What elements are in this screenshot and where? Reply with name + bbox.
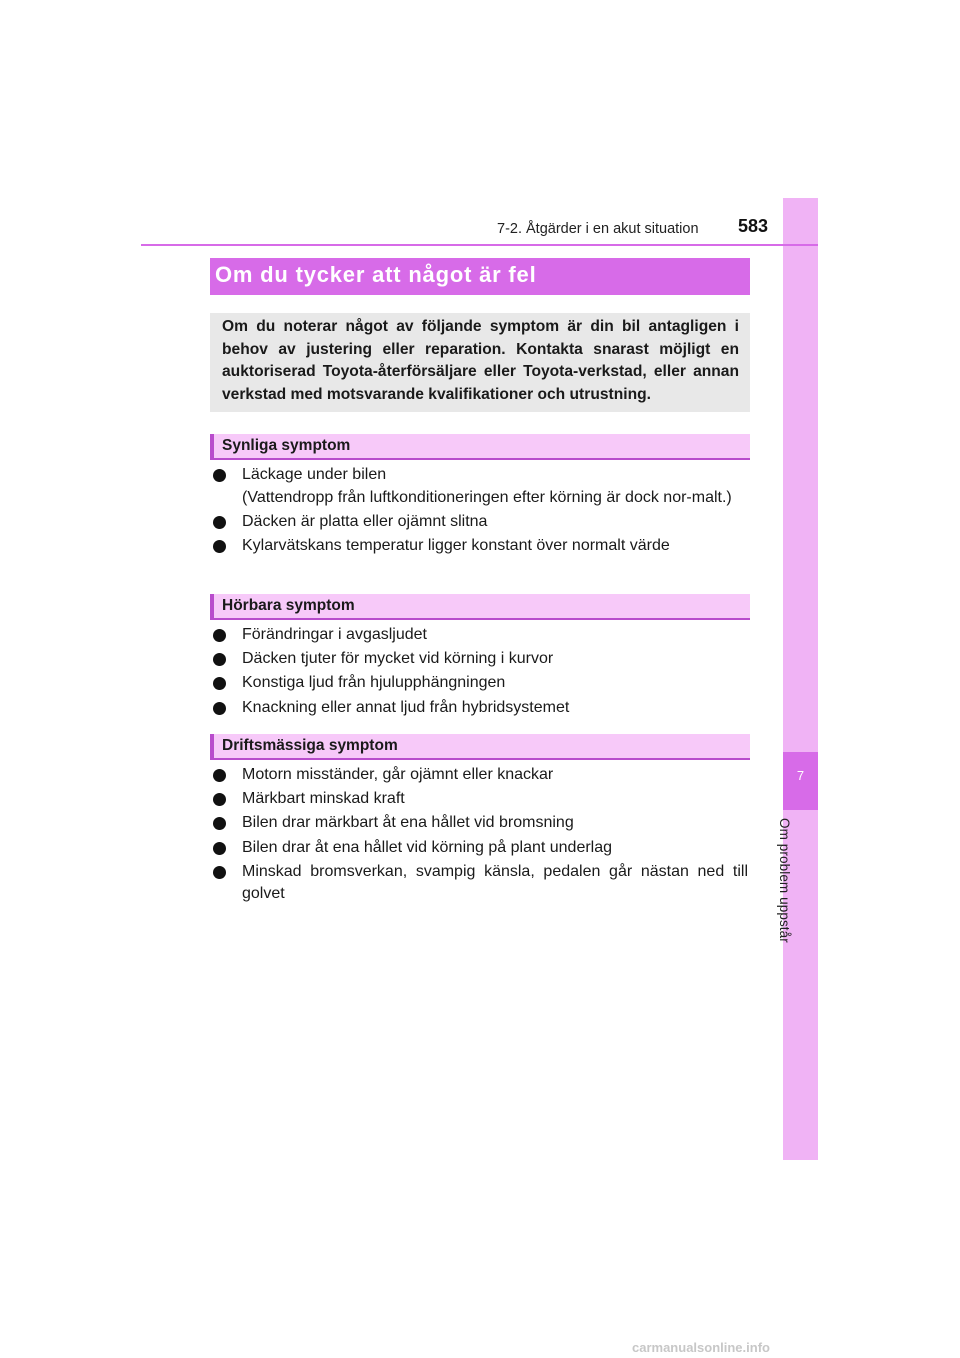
list-item: [213, 535, 748, 558]
bullet-icon: [213, 866, 226, 879]
bullet-icon: [213, 817, 226, 830]
bullet-icon: [213, 793, 226, 806]
symptom-list-visible: [213, 464, 748, 559]
section-header-horbara: [210, 594, 750, 620]
list-item-text: Märkbart minskad kraft: [242, 790, 405, 808]
list-item-text: Förändringar i avgasljudet: [242, 626, 427, 643]
list-item-text: Bilen drar åt ena hållet vid körning på plant underlag: [242, 838, 613, 856]
list-item: [213, 788, 748, 811]
bullet-icon: [213, 677, 226, 690]
section-header-synliga: [210, 434, 750, 460]
list-item: [213, 648, 748, 671]
section-title: Synliga symptom: [222, 437, 351, 454]
section-accent: [210, 594, 214, 618]
list-item-text: Läckage under bilen: [242, 466, 387, 483]
list-item: [213, 511, 748, 534]
header-section-title: 7-2. Åtgärder i en akut situation: [497, 221, 699, 237]
section-header-drift: [210, 734, 750, 760]
bullet-icon: [213, 540, 226, 553]
bullet-icon: [213, 469, 226, 482]
bullet-icon: [213, 842, 226, 855]
bullet-icon: [213, 702, 226, 715]
chapter-label: Om problem uppstår: [777, 818, 792, 943]
bullet-icon: [213, 769, 226, 782]
intro-text: Om du noterar något av följande symptom är din bil antagligen i behov av justering eller reparation. Kontakta snarast möjligt en auktoriserad Toyota-återförsäljare eller Toyota-verkstad, eller annan verkstad med motsvarande kvalifikationer och utrustning.: [222, 318, 739, 404]
list-item-text: Kylarvätskans temperatur ligger konstant över normalt värde: [242, 536, 670, 554]
list-item: [213, 764, 748, 787]
symptom-list-audible: [213, 624, 748, 721]
section-title: Hörbara symptom: [222, 597, 355, 614]
section-accent: [210, 734, 214, 758]
bullet-icon: [213, 653, 226, 666]
list-item: [213, 861, 748, 906]
list-item-text: Däcken tjuter för mycket vid körning i kurvor: [242, 650, 554, 668]
bullet-icon: [213, 629, 226, 642]
page-number: 583: [738, 216, 769, 236]
section-title: Driftsmässiga symptom: [222, 737, 398, 754]
page-title: Om du tycker att något är fel: [215, 262, 537, 287]
list-item: [213, 464, 748, 509]
list-item: [213, 812, 748, 835]
symptom-list-operational: [213, 764, 748, 907]
list-item: [213, 837, 748, 860]
list-item-text: Minskad bromsverkan, svampig känsla, pedalen går nästan ned till golvet: [242, 862, 748, 903]
watermark: carmanualsonline.info: [632, 1340, 770, 1355]
bullet-icon: [213, 516, 226, 529]
header-divider: [141, 244, 818, 246]
section-accent: [210, 434, 214, 458]
list-item-text: Motorn misständer, går ojämnt eller knackar: [242, 766, 554, 783]
list-item: [213, 624, 748, 647]
list-item: [213, 697, 748, 720]
list-item-text: Däcken är platta eller ojämnt slitna: [242, 512, 488, 530]
list-item-text: Bilen drar märkbart åt ena hållet vid bromsning: [242, 814, 574, 832]
chapter-side-tab: [783, 198, 818, 1160]
chapter-number: 7: [796, 768, 805, 783]
list-item-text: Knackning eller annat ljud från hybridsystemet: [242, 698, 570, 716]
list-item-note: (Vattendropp från luftkonditioneringen efter körning är dock nor-malt.): [242, 488, 732, 506]
list-item-text: Konstiga ljud från hjulupphängningen: [242, 674, 506, 692]
list-item: [213, 672, 748, 695]
